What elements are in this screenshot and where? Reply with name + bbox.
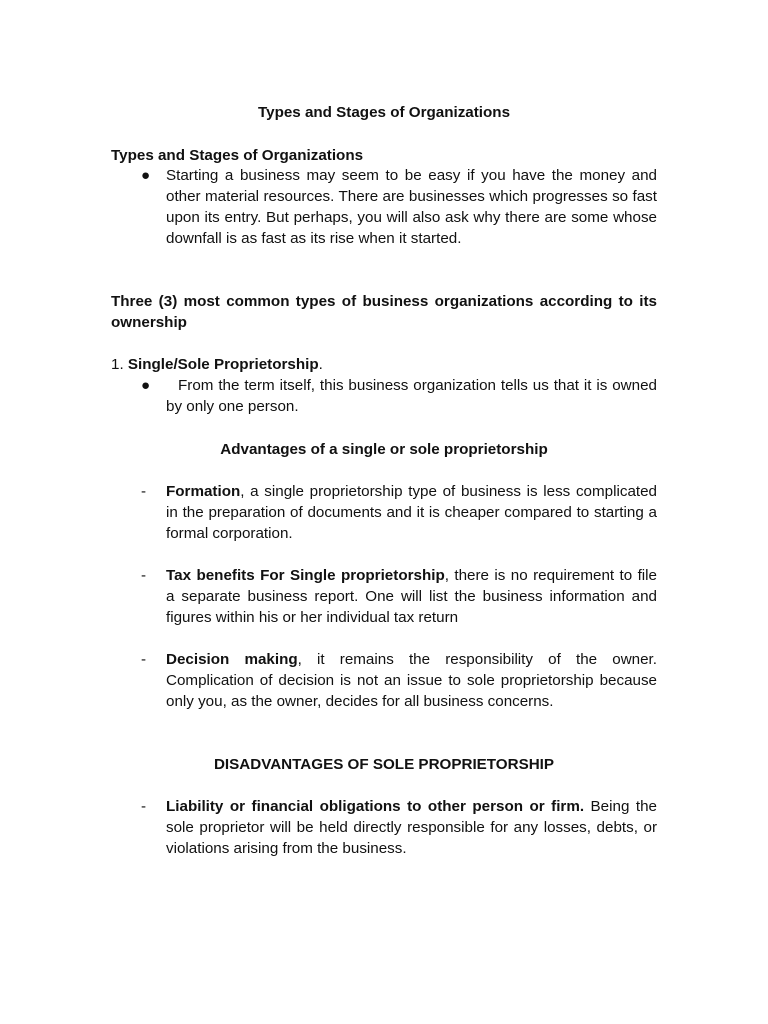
list-item-suffix: . — [318, 356, 323, 373]
sole-proprietorship-definition: From the term itself, this business organization tells us that it is owned by only one person. — [166, 377, 657, 415]
intro-paragraph: Starting a business may seem to be easy if you have the money and other material resources. There are businesses which progresses so fast upon its entry. But perhaps, you will also ask why there are some whose downfall is as fast as its rise when it started. — [166, 167, 657, 247]
disadvantage-term: Liability or financial obligations to other person or firm. — [166, 798, 585, 815]
section-heading: Types and Stages of Organizations — [111, 147, 364, 164]
list-item-sole-proprietorship — [111, 354, 323, 375]
disadvantages-heading: DISADVANTAGES OF SOLE PROPRIETORSHIP — [213, 756, 555, 773]
dash-marker: - — [141, 483, 147, 500]
bullet-glyph: ● — [141, 167, 151, 184]
bullet-glyph: ● — [141, 377, 151, 394]
advantage-item — [166, 649, 657, 712]
advantage-term: Formation — [166, 483, 241, 500]
list-item-label: Single/Sole Proprietorship — [127, 356, 319, 373]
advantage-term: Tax benefits For Single proprietorship — [166, 567, 445, 584]
advantage-item — [166, 565, 657, 628]
disadvantage-item — [166, 796, 657, 859]
advantage-term: Decision making — [166, 651, 298, 668]
advantage-item — [166, 481, 657, 544]
dash-marker: - — [141, 798, 147, 815]
dash-marker: - — [141, 651, 147, 668]
document-title: Types and Stages of Organizations — [257, 104, 511, 121]
disadvantage-text: Being the sole proprietor will be held directly responsible for any losses, debts, or violations arising from the business. — [166, 798, 657, 857]
advantage-text: , there is no requirement to file a separate business report. One will list the business information and figures within his or her individual tax return — [166, 567, 658, 626]
advantages-heading: Advantages of a single or sole proprietorship — [220, 441, 548, 458]
types-heading: Three (3) most common types of business organizations according to its ownership — [111, 293, 657, 331]
advantage-text: , it remains the responsibility of the owner. Complication of decision is not an issue to sole proprietorship because only you, as the owner, decides for all business concerns. — [166, 651, 657, 710]
list-number: 1. — [111, 356, 128, 373]
advantage-text: , a single proprietorship type of business is less complicated in the preparation of documents and it is cheaper compared to starting a formal corporation. — [166, 483, 657, 542]
dash-marker: - — [141, 567, 147, 584]
